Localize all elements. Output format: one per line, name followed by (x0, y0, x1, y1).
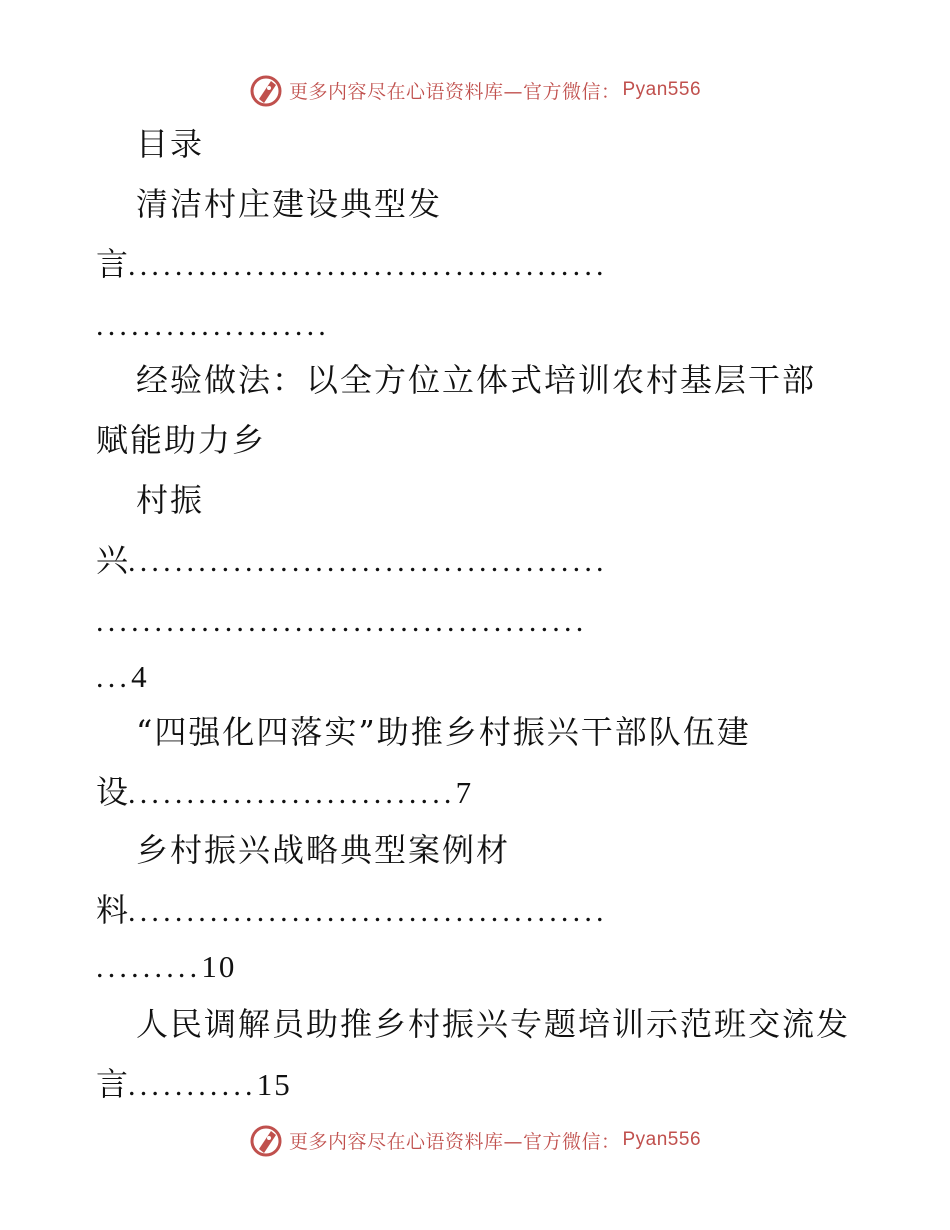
watermark-wechat-id: Pyan556 (622, 1129, 702, 1150)
pen-nib-logo-icon (249, 73, 283, 107)
toc-line: 兴......................................... (96, 541, 608, 579)
toc-line: .......................................... (96, 605, 588, 638)
toc-line: 乡村振兴战略典型案例材 (136, 831, 511, 869)
watermark-wechat-id: Pyan556 (622, 79, 702, 100)
toc-line: 赋能助力乡 (96, 421, 267, 459)
page-number: 7 (455, 775, 474, 810)
toc-line: 村振 (136, 481, 205, 519)
pen-nib-logo-icon (249, 1123, 283, 1157)
toc-title: 目录 (136, 125, 205, 163)
toc-line: .................... (96, 309, 330, 342)
page-number: 10 (201, 949, 237, 984)
watermark-text: 更多内容尽在心语资料库—官方微信： (288, 1130, 621, 1153)
toc-line: 人民调解员助推乡村振兴专题培训示范班交流发 (136, 1005, 851, 1043)
toc-line: 言...........15 (96, 1065, 292, 1103)
toc-line: 清洁村庄建设典型发 (136, 185, 443, 223)
page-number: 4 (131, 659, 149, 694)
toc-line: “四强化四落实”助推乡村振兴干部队伍建 (136, 713, 751, 751)
watermark-header (0, 68, 950, 112)
page-number: 15 (256, 1067, 292, 1102)
toc-line: ...4 (96, 659, 149, 694)
watermark-text: 更多内容尽在心语资料库—官方微信： (288, 80, 621, 103)
toc-line: 言......................................... (96, 245, 608, 283)
toc-line: 设............................7 (96, 773, 474, 811)
toc-line: 料......................................... (96, 891, 608, 929)
toc-line: 经验做法：以全方位立体式培训农村基层干部 (136, 361, 817, 399)
toc-line: .........10 (96, 949, 237, 984)
watermark-footer (0, 1118, 950, 1162)
